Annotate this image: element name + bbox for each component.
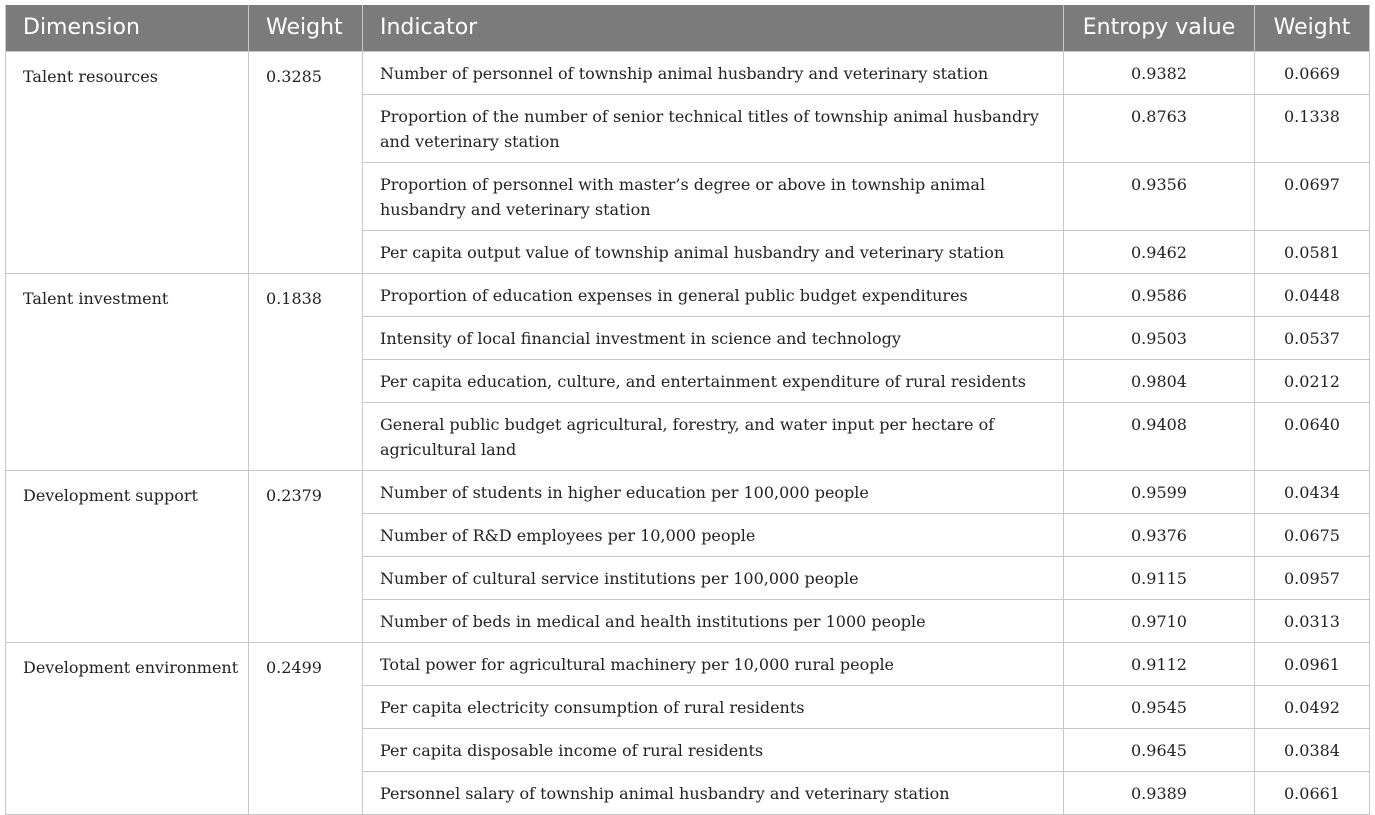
- indicator-cell: Total power for agricultural machinery per 10,000 rural people: [363, 642, 1064, 685]
- indicator-cell: Number of students in higher education per 100,000 people: [363, 470, 1064, 513]
- table-body: [6, 51, 1370, 814]
- weight-cell: 0.0434: [1255, 470, 1370, 513]
- entropy-cell: 0.9804: [1064, 359, 1255, 402]
- weight-cell: 0.0957: [1255, 556, 1370, 599]
- indicator-cell: Proportion of personnel with master’s degree or above in township animal husbandry and veterinary station: [363, 162, 1064, 230]
- indicator-cell: Personnel salary of township animal husbandry and veterinary station: [363, 771, 1064, 814]
- weights-table: [5, 5, 1370, 815]
- entropy-cell: 0.9545: [1064, 685, 1255, 728]
- table-row: [6, 642, 1370, 685]
- entropy-cell: 0.8763: [1064, 94, 1255, 162]
- header-dimension-weight: Weight: [249, 5, 363, 51]
- indicator-cell: Per capita electricity consumption of rural residents: [363, 685, 1064, 728]
- header-indicator: Indicator: [363, 5, 1064, 51]
- entropy-cell: 0.9408: [1064, 402, 1255, 470]
- indicator-cell: Per capita education, culture, and entertainment expenditure of rural residents: [363, 359, 1064, 402]
- entropy-cell: 0.9586: [1064, 273, 1255, 316]
- entropy-cell: 0.9710: [1064, 599, 1255, 642]
- weight-cell: 0.0384: [1255, 728, 1370, 771]
- dimension-cell: Development environment: [6, 642, 249, 814]
- entropy-cell: 0.9645: [1064, 728, 1255, 771]
- weight-cell: 0.0640: [1255, 402, 1370, 470]
- indicator-cell: Proportion of the number of senior technical titles of township animal husbandry and veterinary station: [363, 94, 1064, 162]
- weight-cell: 0.0697: [1255, 162, 1370, 230]
- table-row: [6, 470, 1370, 513]
- table-row: [6, 273, 1370, 316]
- header-entropy-value: Entropy value: [1064, 5, 1255, 51]
- header-indicator-weight: Weight: [1255, 5, 1370, 51]
- entropy-cell: 0.9462: [1064, 230, 1255, 273]
- weight-cell: 0.0675: [1255, 513, 1370, 556]
- dimension-weight-cell: 0.2379: [249, 470, 363, 642]
- weight-cell: 0.0448: [1255, 273, 1370, 316]
- dimension-weight-cell: 0.2499: [249, 642, 363, 814]
- entropy-cell: 0.9599: [1064, 470, 1255, 513]
- weight-cell: 0.1338: [1255, 94, 1370, 162]
- dimension-cell: Development support: [6, 470, 249, 642]
- weight-cell: 0.0581: [1255, 230, 1370, 273]
- indicator-cell: Intensity of local financial investment in science and technology: [363, 316, 1064, 359]
- header-row: [6, 5, 1370, 51]
- dimension-weight-cell: 0.3285: [249, 51, 363, 273]
- entropy-cell: 0.9115: [1064, 556, 1255, 599]
- weight-cell: 0.0212: [1255, 359, 1370, 402]
- indicator-cell: Per capita output value of township animal husbandry and veterinary station: [363, 230, 1064, 273]
- indicator-cell: Proportion of education expenses in general public budget expenditures: [363, 273, 1064, 316]
- dimension-cell: Talent resources: [6, 51, 249, 273]
- indicator-cell: Number of R&D employees per 10,000 people: [363, 513, 1064, 556]
- entropy-cell: 0.9376: [1064, 513, 1255, 556]
- dimension-weight-cell: 0.1838: [249, 273, 363, 470]
- indicator-cell: Per capita disposable income of rural residents: [363, 728, 1064, 771]
- indicator-cell: Number of personnel of township animal husbandry and veterinary station: [363, 51, 1064, 94]
- indicator-cell: General public budget agricultural, forestry, and water input per hectare of agricultural land: [363, 402, 1064, 470]
- entropy-cell: 0.9356: [1064, 162, 1255, 230]
- entropy-cell: 0.9382: [1064, 51, 1255, 94]
- weight-cell: 0.0661: [1255, 771, 1370, 814]
- header-dimension: Dimension: [6, 5, 249, 51]
- entropy-cell: 0.9503: [1064, 316, 1255, 359]
- entropy-cell: 0.9389: [1064, 771, 1255, 814]
- weight-cell: 0.0537: [1255, 316, 1370, 359]
- weight-cell: 0.0313: [1255, 599, 1370, 642]
- weight-cell: 0.0961: [1255, 642, 1370, 685]
- indicator-cell: Number of cultural service institutions per 100,000 people: [363, 556, 1064, 599]
- weight-cell: 0.0492: [1255, 685, 1370, 728]
- indicator-cell: Number of beds in medical and health institutions per 1000 people: [363, 599, 1064, 642]
- weight-cell: 0.0669: [1255, 51, 1370, 94]
- entropy-cell: 0.9112: [1064, 642, 1255, 685]
- table-row: [6, 51, 1370, 94]
- dimension-cell: Talent investment: [6, 273, 249, 470]
